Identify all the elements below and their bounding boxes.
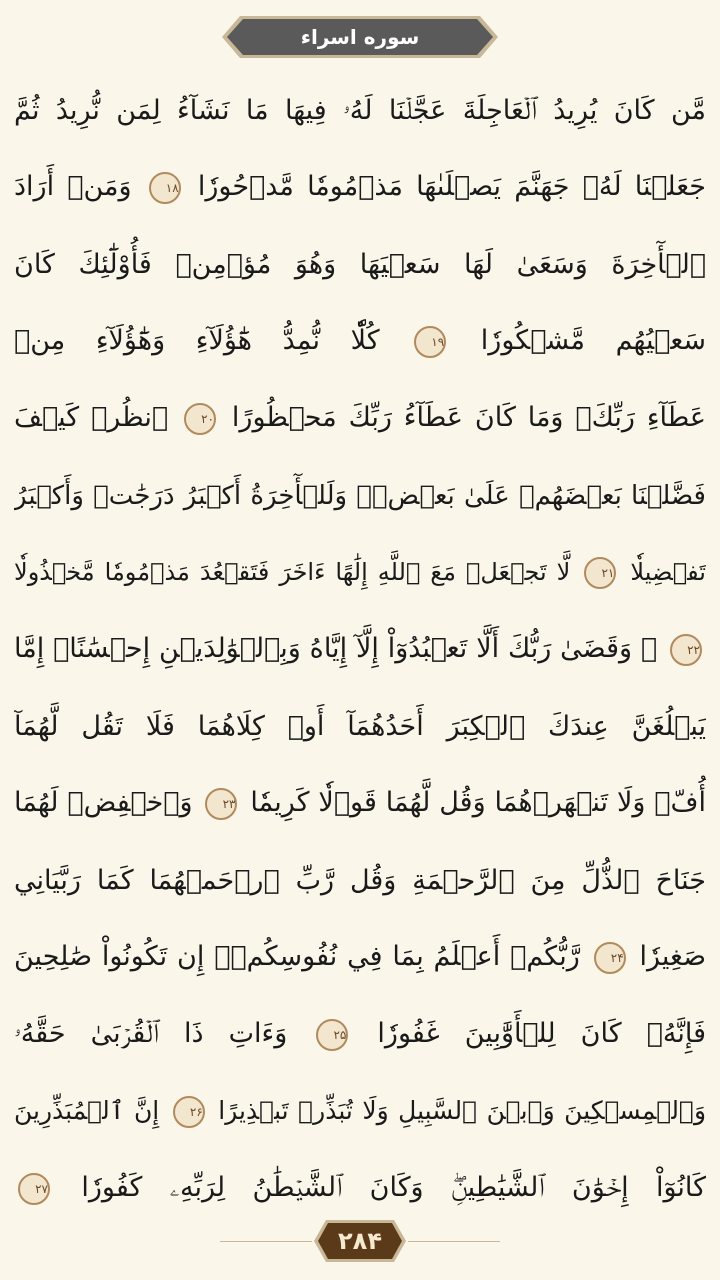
verse-text: [14, 402, 706, 435]
verse-text: [14, 1172, 706, 1205]
footer-divider-left: [220, 1241, 312, 1242]
footer-divider-right: [408, 1241, 500, 1242]
verse-text: [14, 711, 706, 742]
text-line: [14, 226, 706, 303]
ayah-number-marker: ۲۳: [205, 788, 237, 820]
ayah-number-marker: ۱۸: [149, 172, 181, 204]
text-line: [14, 842, 706, 919]
verse-segment: وَٱلۡمِسۡكِينَ وَٱبۡنَ ٱلسَّبِيلِ وَلَا تُبَذِّرۡ تَبۡذِيرًا: [218, 1095, 706, 1125]
verse-segment: سَعۡيُهُم مَّشۡكُورٗا: [480, 325, 706, 357]
verse-text: [14, 557, 706, 589]
text-line: [14, 688, 706, 765]
text-line: [14, 765, 706, 842]
ayah-number-marker: ۱۹: [414, 326, 446, 358]
verse-segment: عَطَآءِ رَبِّكَۚ وَمَا كَانَ عَطَآءُ رَبِّكَ مَحۡظُورًا: [231, 402, 706, 434]
text-line: [14, 611, 706, 688]
verse-segment: فَإِنَّهُۥ كَانَ لِلۡأَوَّٰبِينَ غَفُورٗا: [377, 1018, 706, 1050]
text-line: [14, 996, 706, 1073]
text-line: [14, 534, 706, 611]
page-footer: [0, 1218, 720, 1266]
verse-text: [14, 481, 706, 511]
verse-segment: تَفۡضِيلٗا: [630, 557, 706, 586]
verse-segment: ۞ وَقَضَىٰ رَبُّكَ أَلَّا تَعۡبُدُوٓاْ إِلَّآ إِيَّاهُ وَبِٱلۡوَٰلِدَيۡنِ إِحۡسَٰنًاۚ إِمَّا: [14, 633, 658, 665]
verse-segment: صَغِيرٗا: [639, 941, 706, 973]
ayah-number-marker: ۲۱: [584, 557, 616, 589]
text-line: [14, 1150, 706, 1227]
verse-segment: أُفّٖ وَلَا تَنۡهَرۡهُمَا وَقُل لَّهُمَا قَوۡلٗا كَرِيمٗا: [250, 787, 706, 819]
page-number: ۲۸۴: [338, 1227, 382, 1255]
ayah-number-marker: ۲۶: [173, 1096, 205, 1128]
verse-segment: كُلّٗا نُّمِدُّ هَٰٓؤُلَآءِ وَهَٰٓؤُلَآءِ مِنۡ: [14, 325, 380, 357]
verse-text: [14, 865, 706, 896]
verse-segment: لَّا تَجۡعَلۡ مَعَ ٱللَّهِ إِلَٰهًا ءَاخَرَ فَتَقۡعُدَ مَذۡمُومٗا مَّخۡذُولٗا: [14, 557, 571, 586]
verse-segment: ٱلۡأٓخِرَةَ وَسَعَىٰ لَهَا سَعۡيَهَا وَهُوَ مُؤۡمِنٞ فَأُوْلَٰٓئِكَ كَانَ: [14, 249, 706, 280]
verse-segment: جَنَاحَ ٱلذُّلِّ مِنَ ٱلرَّحۡمَةِ وَقُل رَّبِّ ٱرۡحَمۡهُمَا كَمَا رَبَّيَانِي: [14, 865, 706, 896]
text-line: [14, 149, 706, 226]
verse-segment: فَضَّلۡنَا بَعۡضَهُمۡ عَلَىٰ بَعۡضٖۚ وَلَلۡأٓخِرَةُ أَكۡبَرُ دَرَجَٰتٖ وَأَكۡبَرُ: [14, 480, 706, 511]
verse-segment: وَءَاتِ ذَا ٱلۡقُرۡبَىٰ حَقَّهُۥ: [14, 1018, 288, 1050]
text-line: [14, 303, 706, 380]
ayah-number-marker: ۲۲: [670, 634, 702, 666]
verse-segment: رَّبُّكُمۡ أَعۡلَمُ بِمَا فِي نُفُوسِكُمۡۚ إِن تَكُونُواْ صَٰلِحِينَ: [14, 941, 580, 973]
verse-text: [14, 325, 706, 358]
surah-title: سوره اسراء: [300, 25, 420, 49]
surah-header: [220, 14, 500, 60]
verse-text: [14, 633, 706, 666]
verse-segment: كَانُوٓاْ إِخۡوَٰنَ ٱلشَّيَٰطِينِۖ وَكَانَ ٱلشَّيۡطَٰنُ لِرَبِّهِۦ كَفُورٗا: [81, 1172, 706, 1204]
verse-text: [14, 1018, 706, 1051]
verse-segment: مَّن كَانَ يُرِيدُ ٱلۡعَاجِلَةَ عَجَّلۡنَا لَهُۥ فِيهَا مَا نَشَآءُ لِمَن نُّرِيدُ ثُمَّ: [14, 94, 706, 126]
text-line: [14, 919, 706, 996]
verse-segment: جَعَلۡنَا لَهُۥ جَهَنَّمَ يَصۡلَىٰهَا مَذۡمُومٗا مَّدۡحُورٗا: [197, 171, 706, 203]
text-line: [14, 380, 706, 457]
verse-segment: يَبۡلُغَنَّ عِندَكَ ٱلۡكِبَرَ أَحَدُهُمَآ أَوۡ كِلَاهُمَا فَلَا تَقُل لَّهُمَآ: [14, 711, 706, 742]
verse-segment: إِنَّ ٱلۡمُبَذِّرِينَ: [14, 1095, 160, 1125]
text-line: [14, 72, 706, 149]
verse-text: [14, 249, 706, 280]
text-line: [14, 457, 706, 534]
text-line: [14, 1073, 706, 1150]
quran-page-text: [14, 72, 706, 1227]
verse-segment: وَٱخۡفِضۡ لَهُمَا: [14, 787, 193, 819]
verse-segment: ٱنظُرۡ كَيۡفَ: [14, 402, 169, 434]
verse-text: [14, 1096, 706, 1128]
ayah-number-marker: ۲۴: [594, 942, 626, 974]
verse-text: [14, 941, 706, 974]
verse-segment: وَمَنۡ أَرَادَ: [14, 171, 132, 203]
verse-text: [14, 787, 706, 820]
verse-text: [14, 171, 706, 204]
page-number-badge: [312, 1218, 408, 1264]
ayah-number-marker: ۲۰: [184, 403, 216, 435]
verse-text: [14, 95, 706, 127]
ayah-number-marker: ۲۵: [316, 1019, 348, 1051]
ayah-number-marker: ۲۷: [18, 1173, 50, 1205]
